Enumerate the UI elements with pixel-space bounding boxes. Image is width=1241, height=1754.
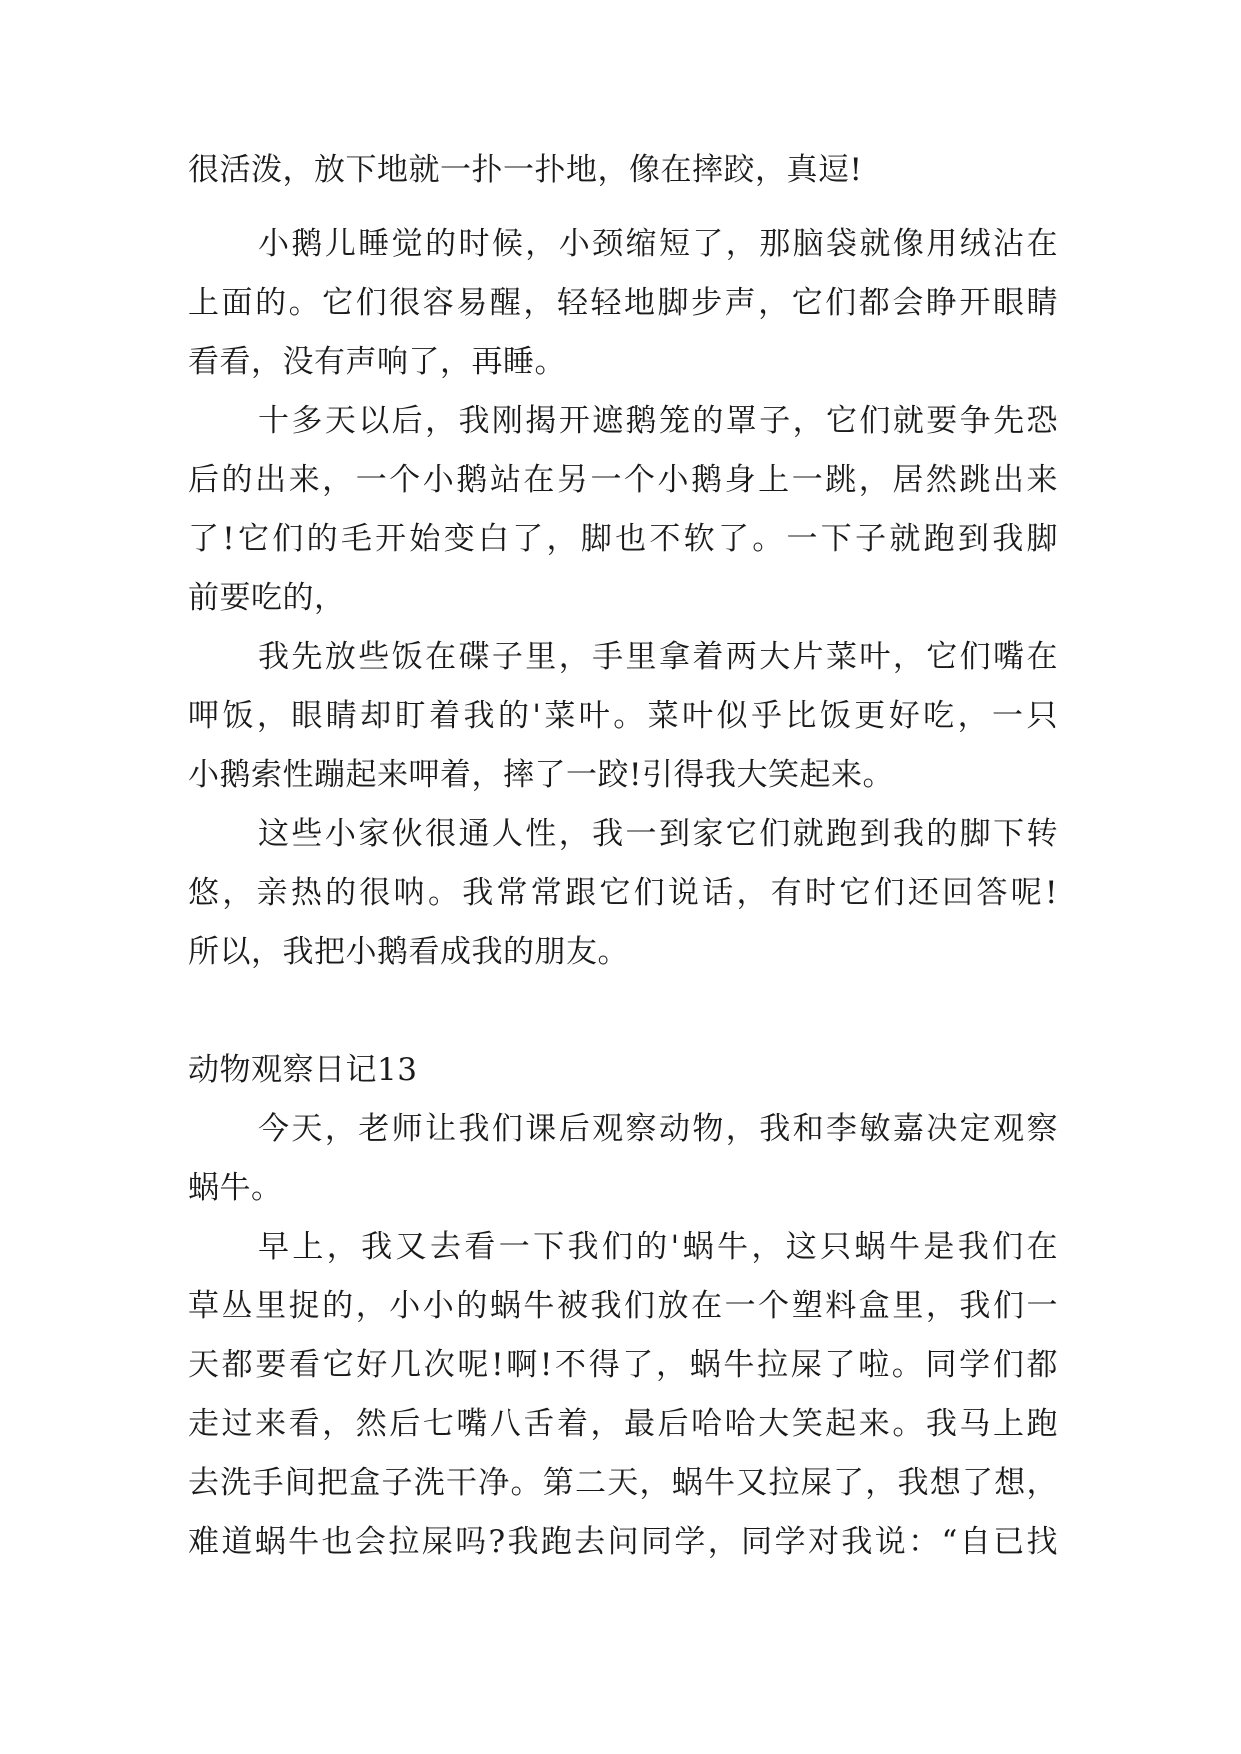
paragraph-line: 小鹅索性蹦起来呷着，摔了一跤!引得我大笑起来。	[188, 757, 894, 793]
paragraph-line: 早上，我又去看一下我们的'蜗牛，这只蜗牛是我们在	[258, 1229, 1058, 1265]
paragraph-line: 今天，老师让我们课后观察动物，我和李敏嘉决定观察	[258, 1111, 1058, 1147]
paragraph-line: 蜗牛。	[188, 1170, 283, 1206]
paragraph-line: 上面的。它们很容易醒，轻轻地脚步声，它们都会睁开眼睛	[188, 285, 1058, 321]
paragraph-line: 了!它们的毛开始变白了，脚也不软了。一下子就跑到我脚	[188, 521, 1058, 557]
paragraph-line: 去洗手间把盒子洗干净。第二天，蜗牛又拉屎了，我想了想，	[188, 1465, 1058, 1501]
paragraph-line: 后的出来，一个小鹅站在另一个小鹅身上一跳，居然跳出来	[188, 462, 1058, 498]
paragraph-line: 十多天以后，我刚揭开遮鹅笼的罩子，它们就要争先恐	[258, 403, 1058, 439]
paragraph-line: 很活泼，放下地就一扑一扑地，像在摔跤，真逗!	[188, 152, 863, 188]
paragraph-line: 所以，我把小鹅看成我的朋友。	[188, 934, 629, 970]
paragraph-line: 草丛里捉的，小小的蜗牛被我们放在一个塑料盒里，我们一	[188, 1288, 1058, 1324]
paragraph-line: 走过来看，然后七嘴八舌着，最后哈哈大笑起来。我马上跑	[188, 1406, 1058, 1442]
paragraph-line: 呷饭，眼睛却盯着我的'菜叶。菜叶似乎比饭更好吃，一只	[188, 698, 1058, 734]
section-title: 动物观察日记13	[188, 1052, 418, 1088]
paragraph-line: 天都要看它好几次呢!啊!不得了，蜗牛拉屎了啦。同学们都	[188, 1347, 1058, 1383]
paragraph-line: 小鹅儿睡觉的时候，小颈缩短了，那脑袋就像用绒沾在	[258, 226, 1058, 262]
paragraph-line: 看看，没有声响了，再睡。	[188, 344, 566, 380]
paragraph-line: 悠，亲热的很呐。我常常跟它们说话，有时它们还回答呢!	[188, 875, 1058, 911]
paragraph-line: 这些小家伙很通人性，我一到家它们就跑到我的脚下转	[258, 816, 1058, 852]
paragraph-line: 难道蜗牛也会拉屎吗?我跑去问同学，同学对我说：“自已找	[188, 1524, 1058, 1560]
paragraph-line: 前要吃的，	[188, 580, 346, 616]
paragraph-line: 我先放些饭在碟子里，手里拿着两大片菜叶，它们嘴在	[258, 639, 1058, 675]
